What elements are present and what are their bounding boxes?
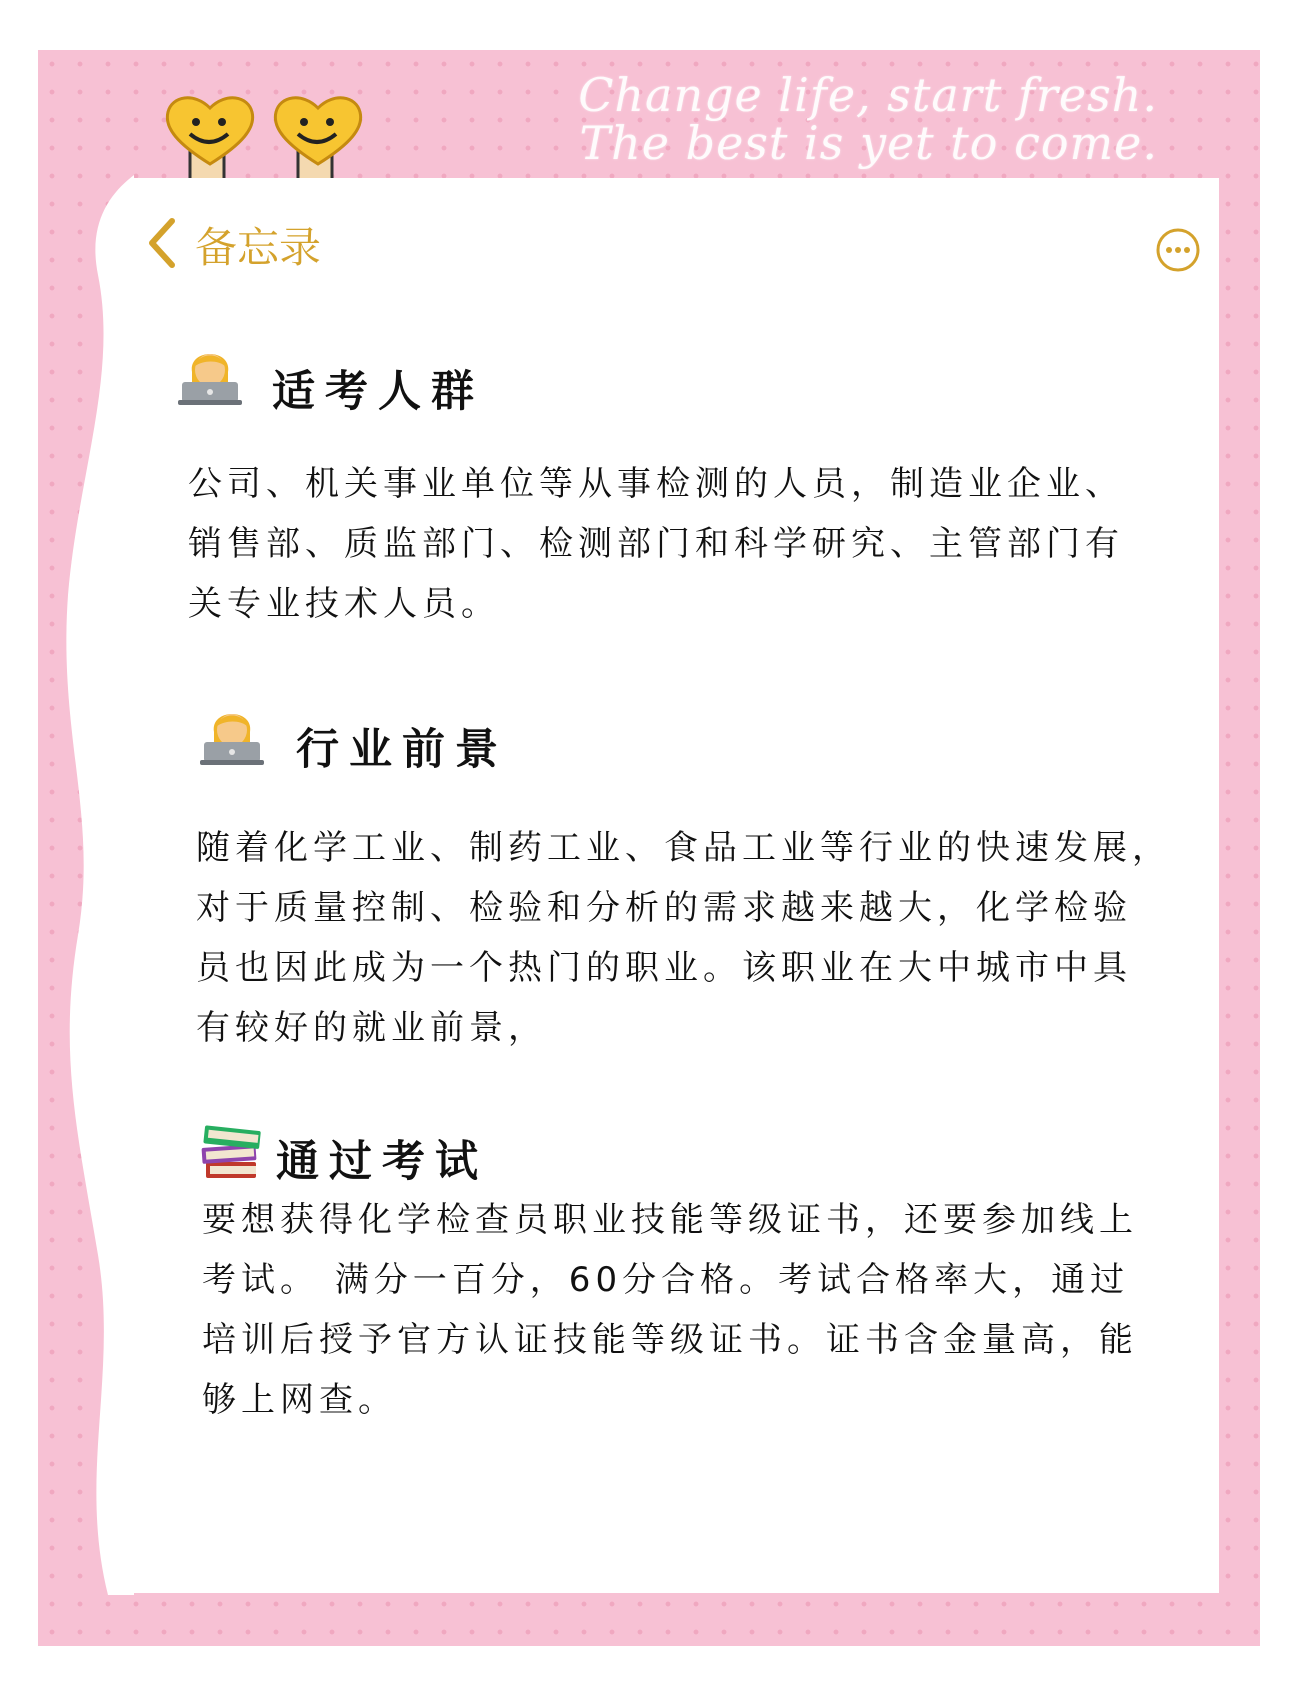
smiling-heart-icon — [160, 88, 260, 188]
decor-script-line-1: Change life, start fresh. — [578, 68, 1158, 122]
chevron-left-icon[interactable] — [142, 215, 182, 271]
more-circle-icon[interactable] — [1155, 227, 1201, 273]
section-body: 随着化学工业、制药工业、食品工业等行业的快速发展， 对于质量控制、检验和分析的需求越来越大，化学检验 员也因此成为一个热门的职业。该职业在大中城市中具 有较好的就业前景， — [196, 828, 1171, 1048]
books-icon — [200, 1118, 264, 1186]
section-title: 适考人群 — [272, 367, 484, 417]
woman-laptop-icon — [178, 338, 242, 406]
woman-laptop-icon — [200, 698, 264, 766]
wavy-edge — [38, 175, 138, 1595]
section-title: 通过考试 — [276, 1137, 488, 1187]
section-body: 公司、机关事业单位等从事检测的人员，制造业企业、 销售部、质监部门、检测部门和科学研究、主管部门有 关专业技术人员。 — [188, 464, 1124, 624]
decor-script-line-2: The best is yet to come. — [579, 116, 1158, 170]
section-title: 行业前景 — [296, 725, 508, 775]
back-label[interactable]: 备忘录 — [195, 223, 322, 272]
section-body: 要想获得化学检查员职业技能等级证书，还要参加线上 考试。 满分一百分，60分合格。考试合格率大，通过 培训后授予官方认证技能等级证书。证书含金量高，能 够上网查。 — [202, 1200, 1138, 1420]
smiling-heart-icon — [268, 88, 368, 188]
